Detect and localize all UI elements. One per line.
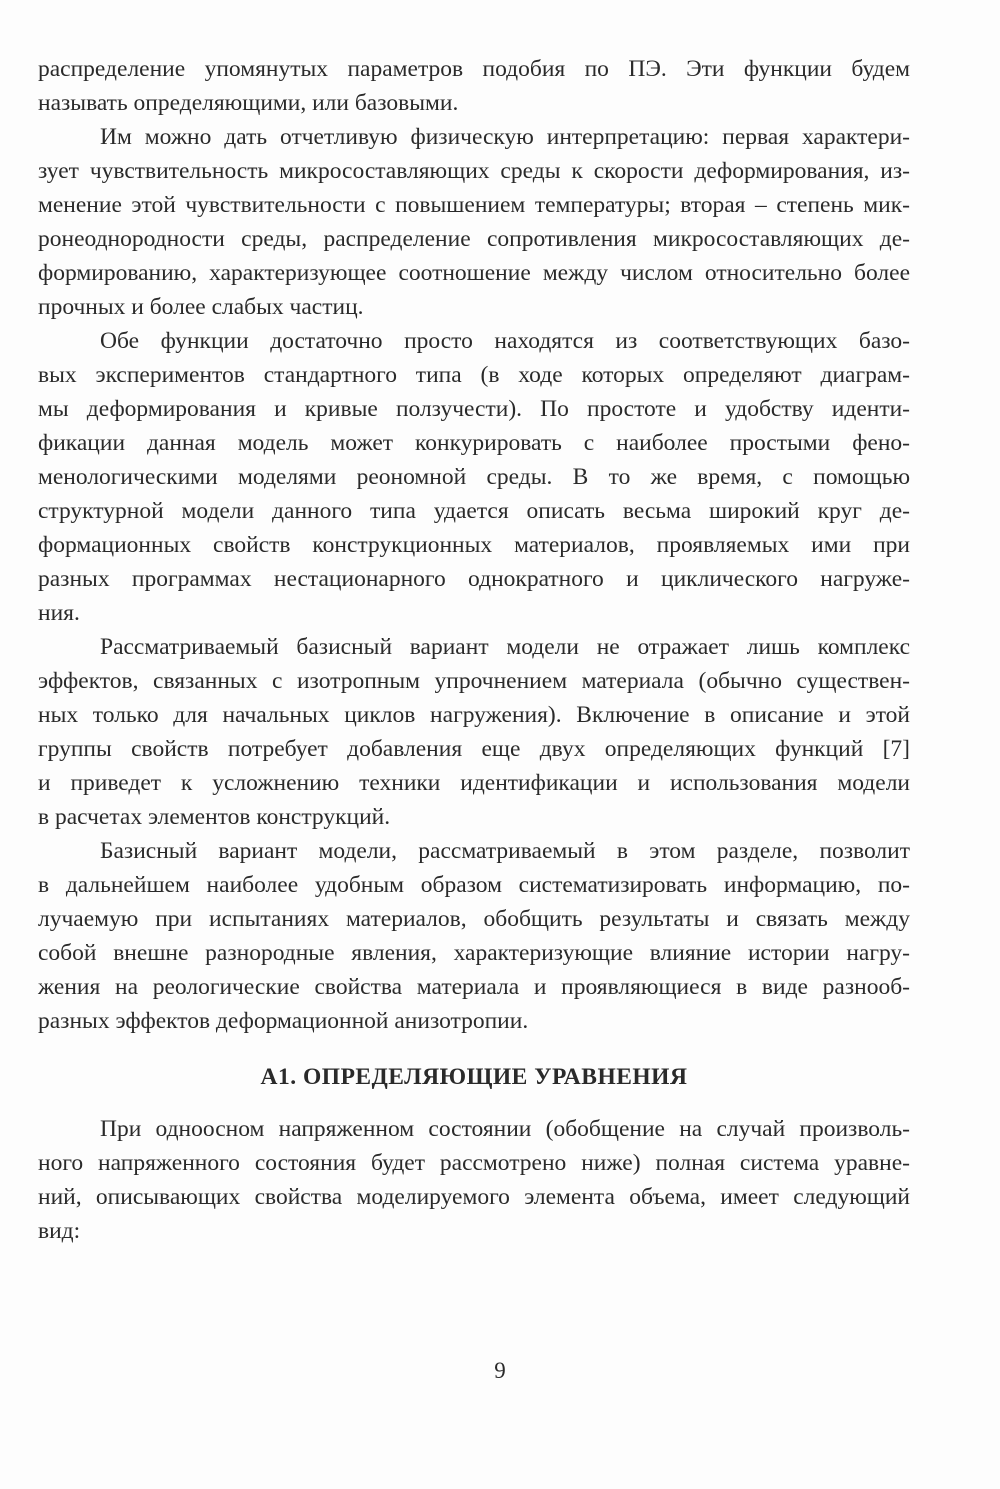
text-line: формированию, характеризующее соотношение между числом относительно более <box>38 260 910 286</box>
text-line: в дальнейшем наиболее удобным образом систематизировать информацию, по- <box>38 872 910 898</box>
paragraph-5 <box>38 834 910 1038</box>
text-line: прочных и более слабых частиц. <box>38 294 364 320</box>
paragraph-4 <box>38 630 910 834</box>
text-line: мы деформирования и кривые ползучести). По простоте и удобству иденти- <box>38 396 910 422</box>
text-line: собой внешне разнородные явления, характеризующие влияние истории нагру- <box>38 940 910 966</box>
text-line: Им можно дать отчетливую физическую интерпретацию: первая характери- <box>100 124 910 150</box>
text-line: формационных свойств конструкционных материалов, проявляемых ими при <box>38 532 910 558</box>
text-line: зует чувствительность микросоставляющих среды к скорости деформирования, из- <box>38 158 910 184</box>
text-line: ния. <box>38 600 80 626</box>
text-line: менологическими моделями реономной среды. В то же время, с помощью <box>38 464 910 490</box>
text-line: распределение упомянутых параметров подобия по ПЭ. Эти функции будем <box>38 56 910 82</box>
text-line: группы свойств потребует добавления еще двух определяющих функций [7] <box>38 736 910 762</box>
paragraph-2 <box>38 120 910 324</box>
text-line: фикации данная модель может конкурировать с наиболее простыми фено- <box>38 430 910 456</box>
text-line: ронеоднородности среды, распределение сопротивления микросоставляющих де- <box>38 226 910 252</box>
text-line: Рассматриваемый базисный вариант модели не отражает лишь комплекс <box>100 634 910 660</box>
text-line: ний, описывающих свойства моделируемого элемента объема, имеет следующий <box>38 1184 910 1210</box>
paragraph-3 <box>38 324 910 630</box>
text-line: менение этой чувствительности с повышением температуры; вторая – степень мик- <box>38 192 910 218</box>
text-line: лучаемую при испытаниях материалов, обобщить результаты и связать между <box>38 906 910 932</box>
text-line: При одноосном напряженном состоянии (обобщение на случай произволь- <box>100 1116 910 1142</box>
text-line: Базисный вариант модели, рассматриваемый в этом разделе, позволит <box>100 838 910 864</box>
text-line: разных программах нестационарного однократного и циклического нагруже- <box>38 566 910 592</box>
section-heading: А1. ОПРЕДЕЛЯЮЩИЕ УРАВНЕНИЯ <box>260 1064 688 1090</box>
text-line: ных только для начальных циклов нагружения). Включение в описание и этой <box>38 702 910 728</box>
paragraph-1 <box>38 52 910 120</box>
text-line: эффектов, связанных с изотропным упрочнением материала (обычно существен- <box>38 668 910 694</box>
text-line: ного напряженного состояния будет рассмотрено ниже) полная система уравне- <box>38 1150 910 1176</box>
text-line: вых экспериментов стандартного типа (в ходе которых определяют диаграм- <box>38 362 910 388</box>
text-line: называть определяющими, или базовыми. <box>38 90 459 116</box>
text-line: в расчетах элементов конструкций. <box>38 804 391 830</box>
text-line: Обе функции достаточно просто находятся из соответствующих базо- <box>100 328 910 354</box>
text-line: структурной модели данного типа удается описать весьма широкий круг де- <box>38 498 910 524</box>
page-number: 9 <box>494 1358 506 1383</box>
section-paragraph <box>38 1112 910 1248</box>
text-line: и приведет к усложнению техники идентификации и использования модели <box>38 770 910 796</box>
text-line: вид: <box>38 1218 81 1244</box>
text-line: разных эффектов деформационной анизотропии. <box>38 1008 529 1034</box>
text-line: жения на реологические свойства материала и проявляющиеся в виде разнооб- <box>38 974 910 1000</box>
page-body <box>38 52 910 1248</box>
